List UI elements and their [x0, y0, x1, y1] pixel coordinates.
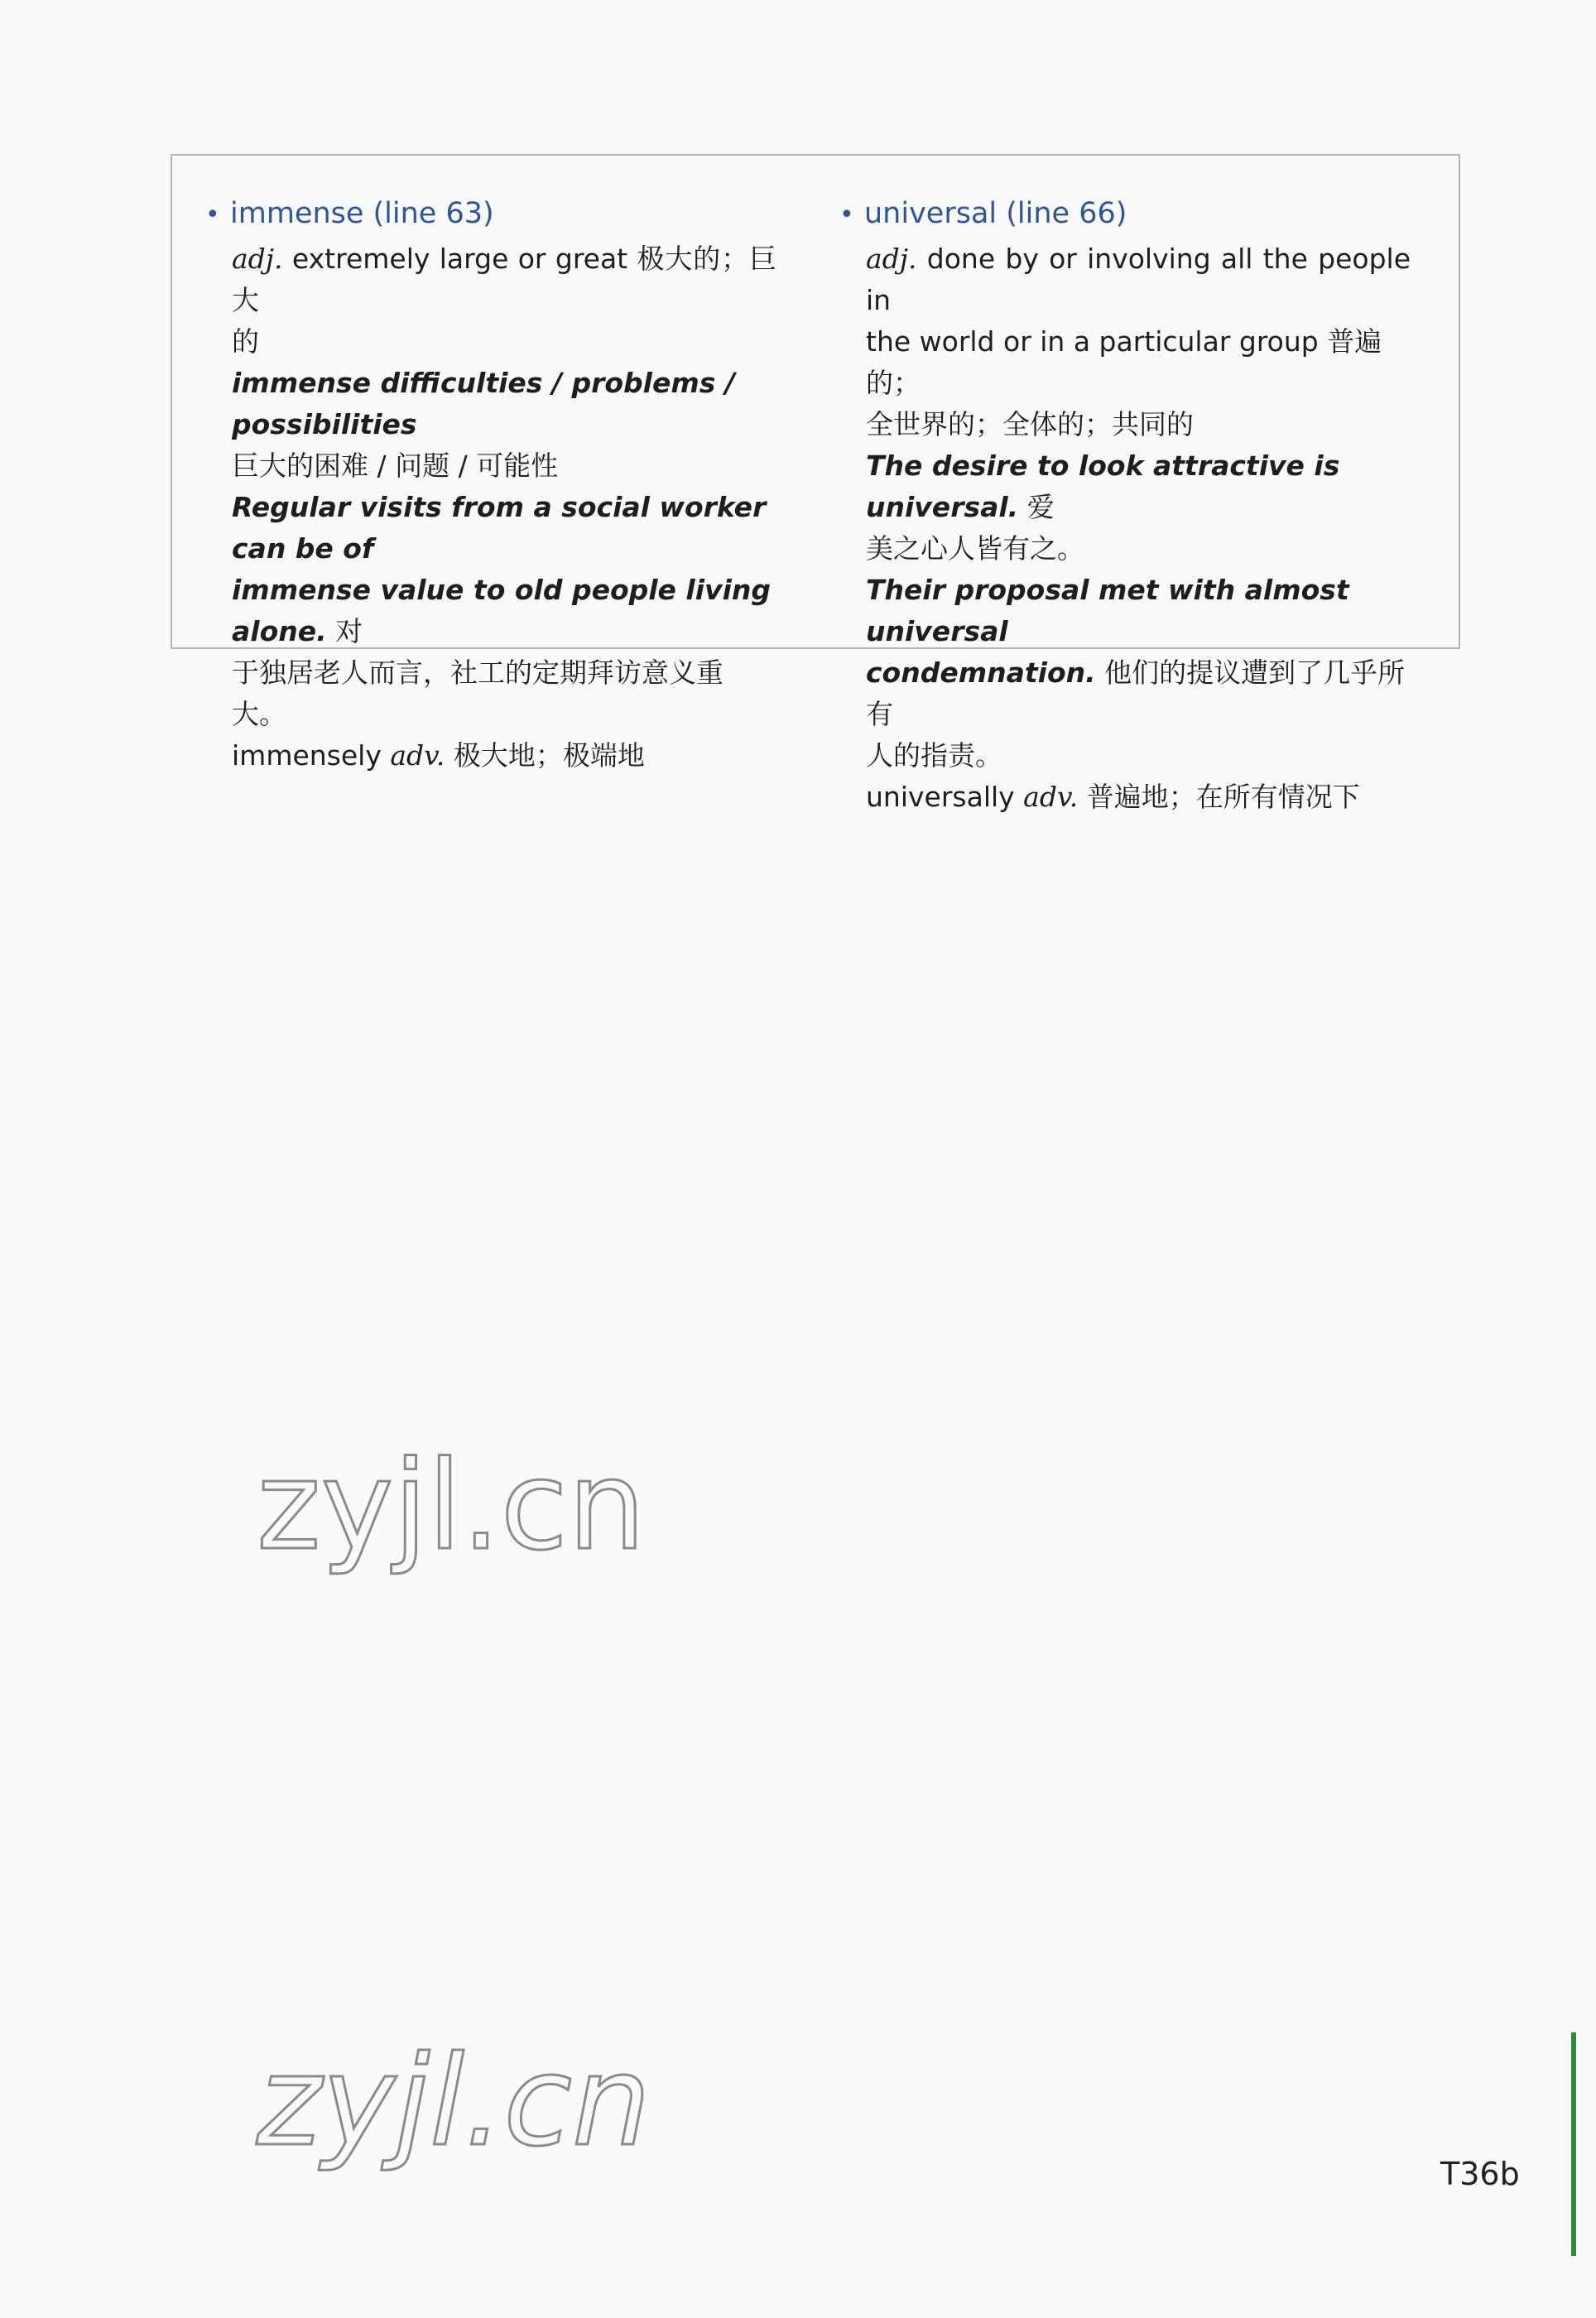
headword-text: universal (line 66)	[864, 197, 1127, 230]
derived-pos: adv.	[390, 739, 445, 772]
derived-meaning: 极大地；极端地	[445, 739, 645, 772]
definition-translation: 全世界的；全体的；共同的	[866, 408, 1194, 440]
definition	[866, 238, 1411, 321]
vocabulary-box	[171, 154, 1460, 813]
bullet-icon: •	[205, 200, 220, 229]
headword	[205, 194, 776, 235]
bullet-icon: •	[839, 200, 854, 229]
headword-text: immense (line 63)	[230, 197, 494, 230]
example-sentence: Regular visits from a social worker can be of	[232, 491, 767, 565]
example-translation-cont: 于独居老人而言，社工的定期拜访意义重	[232, 656, 723, 689]
page-number: T36b	[1440, 2156, 1520, 2192]
example-text: immense value to old people living alone.	[232, 574, 771, 647]
example-sentence-2-cont	[866, 652, 1411, 735]
watermark-text: zyjl.cn	[257, 2030, 651, 2174]
definition-text: extremely large or great 极大的；巨大	[232, 243, 776, 316]
derived-form	[232, 735, 776, 777]
headword	[839, 194, 1411, 235]
part-of-speech: adj.	[232, 243, 283, 275]
entry-body	[839, 238, 1411, 818]
derived-meaning: 普遍地；在所有情况下	[1078, 781, 1360, 813]
example-sentence-1	[866, 445, 1411, 528]
derived-form	[866, 777, 1411, 818]
example-translation: 对	[326, 615, 363, 647]
example-text: condemnation.	[866, 656, 1096, 689]
derived-word: immensely	[232, 739, 391, 772]
collocation-translation: 巨大的困难 / 问题 / 可能性	[232, 450, 559, 482]
entry-body	[205, 238, 776, 777]
example-sentence-cont	[232, 570, 776, 652]
definition	[232, 238, 776, 321]
watermark-text: zyjl.cn	[257, 1435, 646, 1577]
derived-word: universally	[866, 781, 1024, 813]
definition-text: done by or involving all the people in	[866, 243, 1411, 316]
example-text: The desire to look attractive is universal.	[866, 450, 1340, 523]
example-translation: 爱	[1018, 491, 1055, 523]
part-of-speech: adj.	[866, 243, 917, 275]
example-translation-end: 人的指责。	[866, 739, 1002, 772]
example-sentence-2: Their proposal met with almost universal	[866, 574, 1349, 647]
vocab-entry-immense	[205, 194, 776, 777]
definition-cont: the world or in a particular group 普遍的；	[866, 325, 1382, 399]
watermark-logo	[248, 1416, 646, 1598]
vocab-entry-universal	[839, 194, 1411, 818]
collocation: immense difficulties / problems / possibilities	[232, 367, 735, 440]
watermark-logo-italic	[248, 2003, 712, 2202]
example-translation-cont: 美之心人皆有之。	[866, 532, 1084, 565]
derived-pos: adv.	[1023, 781, 1079, 813]
definition-cont: 的	[232, 325, 259, 358]
example-translation: 他们的提议遭到了几乎所有	[866, 656, 1406, 730]
example-translation-end: 大。	[232, 698, 286, 730]
chapter-tab-bar	[1571, 2032, 1576, 2256]
